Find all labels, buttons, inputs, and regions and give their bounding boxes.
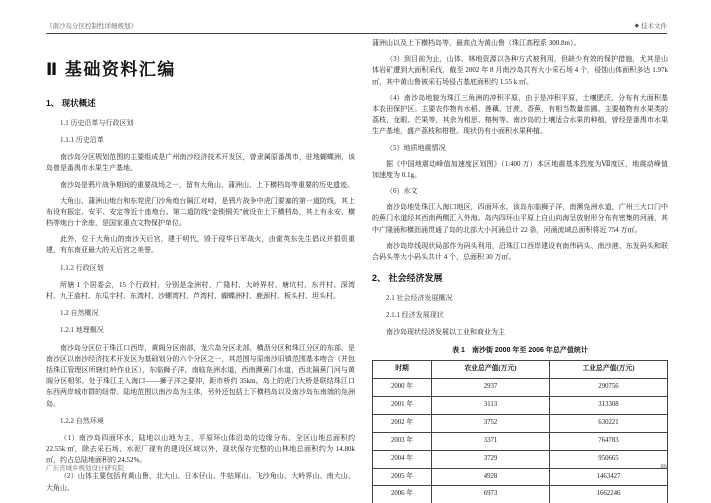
cell-agri: 3113 — [432, 397, 550, 415]
paragraph: 南沙岛分区位于珠江口西岸，黄阁分区南部，龙穴岛分区北部，横沥分区和珠江分区的东部，是南沙区以南沙经济技术开发区为基础划分的六个分区之一，其范围与原南沙旧镇范围基本吻合（并包括珠江管理区所辖红岭作业区），东临狮子洋，南临凫洲水道，西南濒蕉门水道，西北隔蕉门河与黄阁分区相邻。处于珠江主入海口——狮子洋之要冲，距市桥约 35km。岛上的虎门大桥是联结珠江口东西两岸城市群的纽带。陆地范围以南沙岛为主体，另外还包括上下横档岛以及南沙岛东南端的凫洲岛。 — [46, 343, 355, 408]
paragraph: 南沙岛地处珠江入海口地区，四面环水，该岛东临狮子洋，南濒凫洲水道，广州三大口门中的蕉门水道经其西南两侧汇入外海。岛内四环山平原上自山向海呈放射形分布有密集的河涌，其中广隆涌和横沥涌贯通了岛的北部大小河涌总计 22 条，河涌流域总面积将近 754 万㎡。 — [372, 203, 668, 234]
cell-ind: 630221 — [550, 414, 668, 432]
section-heading-2: 2、 社会经济发展 — [372, 273, 443, 284]
paragraph: （4）南沙岛地貌为珠江三角洲的冲积平原，由于是冲积平原，土壤肥沃，分布有大面积基本农田保护区。主要农作物有水稻、莲藕、甘蔗、香蕉，有相当数量苗圃。主要植物有水果类的荔枝、龙眼、芒果等，其余为相思、榕树等。南沙岛的土壤适合水果的种植，曾经是番禺市水果生产基地，盛产荔枝和柑橙。现状仍有小面积水果种植。 — [372, 93, 668, 136]
cell-year: 2005 年 — [373, 468, 432, 486]
paragraph: （2）山体主要包括有黄山鲁、北大山、日本仔山、牛牯犀山、飞沙角山、大岭界山、南大山、大角山、 — [46, 472, 355, 492]
paragraph: 南沙岛分区规划范围的主要组成是广州南沙经济技术开发区，曾隶属原番禺市，驻地蝴蝶洲，该岛曾是番禺市水果生产基地。 — [46, 153, 355, 173]
paragraph: 据《中国地震动峰值加速度区划图》（1:400 万）本区地震基本烈度为Ⅶ度区，地震动峰值加速度为 0.1g。 — [372, 159, 668, 179]
header-doc-type-label: 技术文件 — [641, 23, 667, 30]
paragraph: 大角山、蒲洲山炮台和东莞虎门沙角炮台隔江对峙，是鸦片战争中虎门要塞的第一道防线，其上布设有振定、安平、安定等近十座炮台。第二道防线“金锁铜关”就设在上下横档岛，其上有永安、横档等炮台十余座，是国家重点文物保护单位。 — [46, 196, 355, 228]
page-title: Ⅱ 基础资料汇编 — [46, 60, 176, 79]
paragraph: （3）到目前为止，山体、林地资源以各种方式被利用，但缺少有效的保护措施，尤其是山体岩矿遭到大面积采伐，截至 2002 年 8 月南沙岛共有大小采石场 4 个，侵蚀山体面积多达 1.97k ㎡，其中黄山鲁被采石场侵占基底面积约 1.55 k ㎡。 — [372, 55, 668, 86]
left-column — [46, 52, 355, 499]
cell-ind: 1662246 — [550, 486, 668, 503]
cell-ind: 290756 — [550, 379, 668, 397]
right-column — [372, 38, 668, 503]
table-row — [373, 397, 668, 415]
cell-year: 2003 年 — [373, 432, 432, 450]
footer-institute: 广东省城乡规划设计研究院 — [46, 465, 124, 472]
paragraph: 此外，位于大角山的南沙天后宫，建于明代，毁于侵华日军战火，由霍英东先生倡议并捐资重建，有东南亚最大的天后宫之美誉。 — [46, 235, 355, 255]
subsection-heading-1-2: 1.2 自然概况 — [60, 309, 99, 318]
subsection-heading-1-2-2: 1.2.2 自然环境 — [60, 416, 104, 425]
header-right — [635, 21, 667, 30]
paragraph: 所辖 1 个居委会，15 个行政村，分别是金洲村、广隆村、大岭界村、塘坑村、东井村、深湾村、九王庙村、东瓜宇村、东湾村、沙螺湾村、芦湾村、蝴蝶洲村、鹿颈村、板头村、坦头村。 — [46, 280, 355, 301]
list-heading-5: （5）地质地震情况 — [386, 143, 446, 152]
table-row — [373, 414, 668, 432]
paragraph: 南沙岛是鸦片战争期间的重要战场之一，留有大角山、蒲洲山、上下横档岛等重要的历史遗迹。 — [60, 180, 354, 189]
cell-ind: 1463427 — [550, 468, 668, 486]
table-header-row — [373, 361, 668, 379]
col-header-period: 时期 — [373, 361, 432, 379]
cell-agri: 6973 — [432, 486, 550, 503]
subsection-heading-1-2-1: 1.2.1 地理概况 — [60, 326, 104, 335]
cell-year: 2001 年 — [373, 397, 432, 415]
table-row — [373, 432, 668, 450]
table-row — [373, 379, 668, 397]
page-footer — [46, 463, 667, 472]
diamond-icon: ◆ — [634, 22, 639, 29]
cell-agri: 4928 — [432, 468, 550, 486]
footer-page-number: 86 — [660, 463, 667, 470]
page-header — [46, 21, 667, 34]
header-document-title: 《南沙岛分区控制性详细规划》 — [46, 23, 137, 30]
paragraph: 南沙岛岸线现状局部作为码头利用，沿珠江口西岸建设有南伟码头、南沙港、东发码头和联合码头等大小码头共计 4 个，总面积 30 万㎡。 — [372, 241, 668, 261]
subsection-heading-2-1-1: 2.1.1 经济发展现状 — [386, 310, 444, 319]
cell-year: 2002 年 — [373, 414, 432, 432]
section-heading-1: 1、 现状概述 — [46, 98, 96, 109]
subsection-heading-1-1: 1.1 历史沿革与行政区划 — [60, 118, 134, 127]
paragraph-continuation: 蒲洲山以及上下横档岛等，最高点为黄山鲁（珠江高程系 300.8m）。 — [372, 39, 581, 47]
list-heading-6: （6）水文 — [386, 187, 418, 196]
paragraph: （1）南沙岛四面环水，陆地以山地为主，平原环山体沿岛的边缘分布。全区山地总面积约 22.55k ㎡，除去采石场、水泥厂现有的建设区域以外，现状保存完整的山林地总面积约为 14.80k ㎡，约占总陆地面积的 24.52%。 — [46, 433, 355, 465]
paragraph: 南沙岛现状经济发展以工业和商业为主 — [386, 327, 505, 336]
output-value-table — [372, 360, 668, 503]
table-row — [373, 486, 668, 503]
cell-year: 2000 年 — [373, 379, 432, 397]
cell-ind: 764783 — [550, 432, 668, 450]
cell-agri: 3752 — [432, 414, 550, 432]
subsection-heading-1-1-1: 1.1.1 历史沿革 — [60, 135, 104, 144]
cell-year: 2004 年 — [373, 450, 432, 468]
subsection-heading-2-1: 2.1 社会经济发展概况 — [386, 293, 453, 302]
cell-ind: 313308 — [550, 397, 668, 415]
cell-ind: 950665 — [550, 450, 668, 468]
col-header-industry: 工业总产值(万元) — [550, 361, 668, 379]
subsection-heading-1-1-2: 1.1.2 行政区划 — [60, 263, 104, 272]
cell-year: 2006 年 — [373, 486, 432, 503]
table-caption: 表 1 南沙街 2000 年至 2006 年总产值统计 — [452, 347, 588, 355]
col-header-agriculture: 农业总产值(万元) — [432, 361, 550, 379]
cell-agri: 3729 — [432, 450, 550, 468]
cell-agri: 2937 — [432, 379, 550, 397]
cell-agri: 3371 — [432, 432, 550, 450]
